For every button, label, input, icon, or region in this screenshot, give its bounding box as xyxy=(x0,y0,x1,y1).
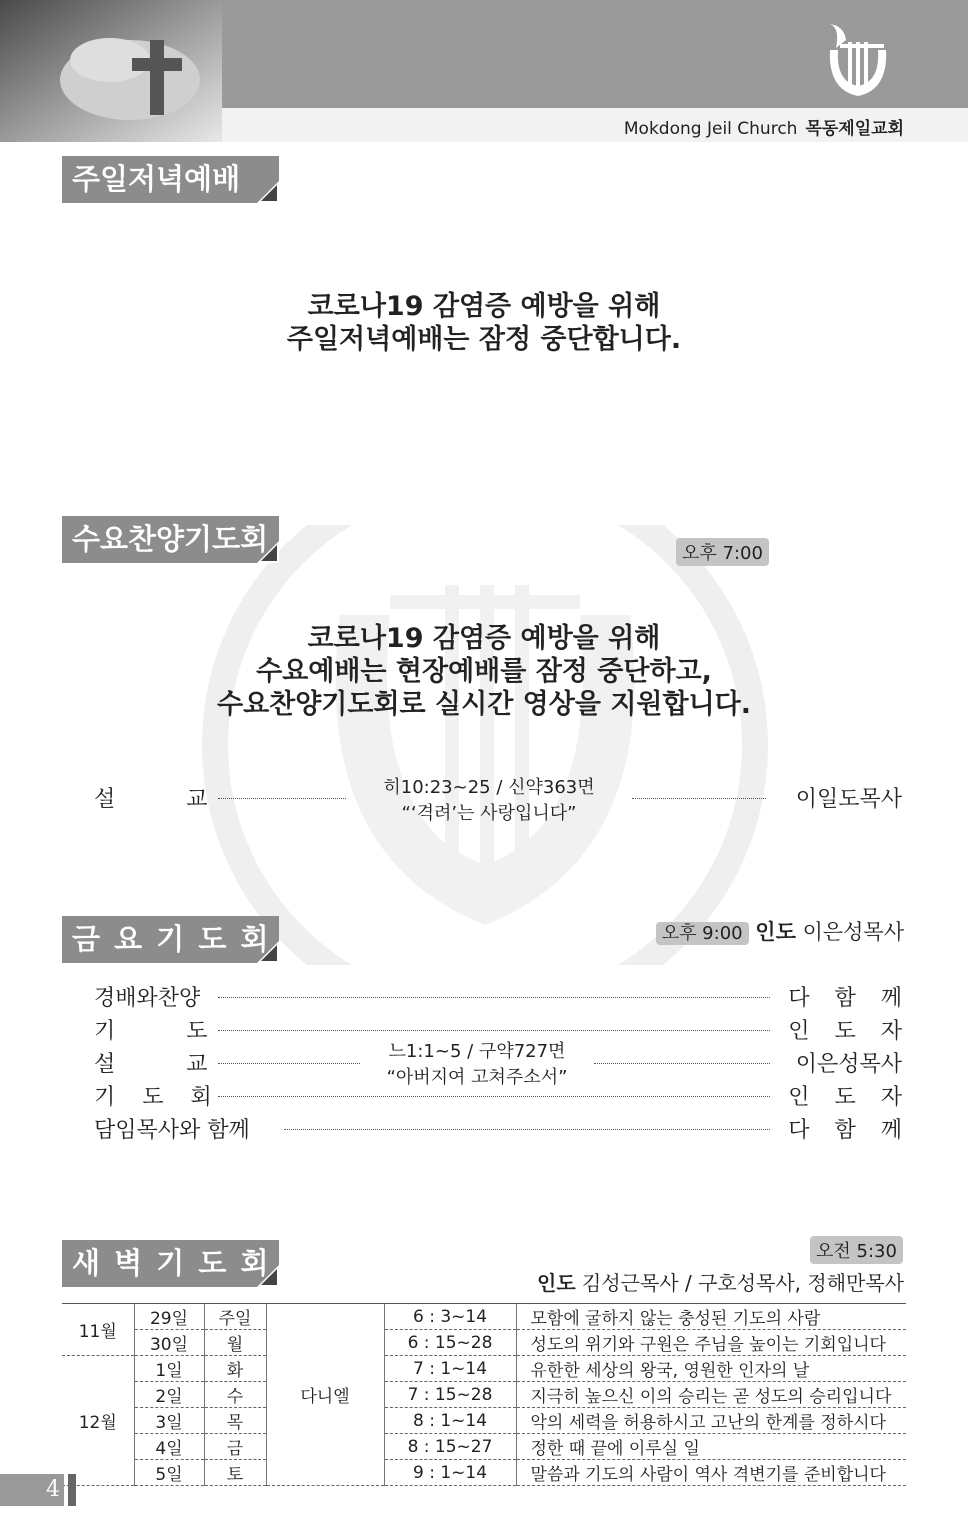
friday-sermon-title: “아버지여 고쳐주소서” xyxy=(386,1067,568,1088)
friday-leader-label: 인도 xyxy=(755,920,796,944)
day-cell: 4일 xyxy=(134,1434,204,1460)
wednesday-notice-line2: 수요예배는 현장예배를 잠정 중단하고, xyxy=(256,656,712,687)
topic-cell: 말씀과 기도의 사람이 역사 격변기를 준비합니다 xyxy=(516,1460,906,1486)
month-cell: 12월 xyxy=(62,1356,134,1486)
friday-row-value: 인 도 자 xyxy=(788,1085,902,1110)
church-name xyxy=(624,114,904,139)
weekday-cell: 수 xyxy=(204,1382,266,1408)
weekday-cell: 월 xyxy=(204,1330,266,1356)
wednesday-preacher: 이일도목사 xyxy=(795,787,902,812)
friday-row-label: 기 도 회 xyxy=(94,1085,212,1110)
dotted-leader xyxy=(218,798,346,799)
sermon-label: 설 교 xyxy=(94,787,208,812)
friday-time-badge: 오후 9:00 xyxy=(656,922,749,945)
friday-leader-info xyxy=(656,916,904,946)
day-cell: 3일 xyxy=(134,1408,204,1434)
day-cell: 29일 xyxy=(134,1304,204,1330)
table-row xyxy=(62,1356,906,1382)
verse-cell: 9 : 1~14 xyxy=(384,1460,516,1486)
day-cell: 30일 xyxy=(134,1330,204,1356)
sunday-notice-line2: 주일저녁예배는 잠정 중단합니다. xyxy=(286,324,682,355)
wednesday-sermon-title: “‘격려’는 사랑입니다” xyxy=(401,803,577,824)
friday-row-label: 담임목사와 함께 xyxy=(94,1118,250,1143)
dotted-leader xyxy=(218,997,770,998)
dawn-time-badge: 오전 5:30 xyxy=(810,1236,903,1264)
lyre-watermark-icon xyxy=(190,525,780,965)
section-title-sunday-evening xyxy=(62,156,279,203)
friday-row-value: 이은성목사 xyxy=(795,1052,902,1077)
wednesday-sermon-ref: 히10:23~25 / 신약363면 xyxy=(383,777,595,798)
weekday-cell: 금 xyxy=(204,1434,266,1460)
wednesday-notice-line1: 코로나19 감염증 예방을 위해 xyxy=(307,623,661,654)
section-title-friday xyxy=(62,916,279,963)
dotted-leader xyxy=(594,1063,770,1064)
wednesday-title: 수요찬양기도회 xyxy=(72,522,269,556)
day-cell: 2일 xyxy=(134,1382,204,1408)
weekday-cell: 목 xyxy=(204,1408,266,1434)
topic-cell: 지극히 높으신 이의 승리는 곧 성도의 승리입니다 xyxy=(516,1382,906,1408)
lyre-logo-icon xyxy=(822,20,894,100)
sunday-notice-line1: 코로나19 감염증 예방을 위해 xyxy=(307,291,661,322)
weekday-cell: 주일 xyxy=(204,1304,266,1330)
verse-cell: 8 : 15~27 xyxy=(384,1434,516,1460)
wednesday-notice-line3: 수요찬양기도회로 실시간 영상을 지원합니다. xyxy=(216,689,751,720)
page-number: 4 xyxy=(0,1474,64,1506)
friday-row-label: 설 교 xyxy=(94,1052,208,1077)
friday-row xyxy=(94,1113,902,1143)
verse-cell: 6 : 3~14 xyxy=(384,1304,516,1330)
day-cell: 5일 xyxy=(134,1460,204,1486)
month-cell: 11월 xyxy=(62,1304,134,1356)
dawn-title: 새 벽 기 도 회 xyxy=(72,1246,271,1280)
dawn-leaders: 김성근목사 / 구호성목사, 정해만목사 xyxy=(582,1271,904,1295)
corner-decoration xyxy=(261,545,277,561)
day-cell: 1일 xyxy=(134,1356,204,1382)
dotted-leader xyxy=(218,1030,770,1031)
topic-cell: 정한 때 끝에 이루실 일 xyxy=(516,1434,906,1460)
church-name-en: Mokdong Jeil Church xyxy=(623,119,798,139)
church-name-ko: 목동제일교회 xyxy=(805,119,904,139)
verse-cell: 6 : 15~28 xyxy=(384,1330,516,1356)
verse-cell: 7 : 1~14 xyxy=(384,1356,516,1382)
friday-row-value: 다 함 께 xyxy=(788,986,902,1011)
topic-cell: 유한한 세상의 왕국, 영원한 인자의 날 xyxy=(516,1356,906,1382)
table-row xyxy=(62,1434,906,1460)
section-title-wednesday xyxy=(62,516,279,563)
verse-cell: 7 : 15~28 xyxy=(384,1382,516,1408)
dotted-leader xyxy=(218,1096,770,1097)
section-title-dawn xyxy=(62,1240,279,1287)
table-row xyxy=(62,1304,906,1330)
topic-cell: 성도의 위기와 구원은 주님을 높이는 기회입니다 xyxy=(516,1330,906,1356)
dotted-leader xyxy=(284,1129,770,1130)
friday-row-label: 경배와찬양 xyxy=(94,986,201,1011)
friday-row-value: 다 함 께 xyxy=(788,1118,902,1143)
table-row xyxy=(62,1408,906,1434)
friday-row xyxy=(94,1080,902,1110)
friday-row xyxy=(94,981,902,1011)
corner-decoration xyxy=(261,185,277,201)
weekday-cell: 화 xyxy=(204,1356,266,1382)
friday-leader: 이은성목사 xyxy=(802,920,904,944)
dotted-leader xyxy=(632,798,766,799)
weekday-cell: 토 xyxy=(204,1460,266,1486)
corner-decoration xyxy=(261,1269,277,1285)
page-number-bar xyxy=(68,1474,76,1506)
dawn-schedule-table xyxy=(62,1303,906,1486)
table-row xyxy=(62,1460,906,1486)
praying-hands-photo xyxy=(0,0,222,142)
verse-cell: 8 : 1~14 xyxy=(384,1408,516,1434)
friday-sermon-ref: 느1:1~5 / 구약727면 xyxy=(388,1041,566,1062)
table-row xyxy=(62,1382,906,1408)
topic-cell: 모함에 굴하지 않는 충성된 기도의 사람 xyxy=(516,1304,906,1330)
friday-row-value: 인 도 자 xyxy=(788,1019,902,1044)
wednesday-time-badge: 오후 7:00 xyxy=(676,538,769,566)
topic-cell: 악의 세력을 허용하시고 고난의 한계를 정하시다 xyxy=(516,1408,906,1434)
friday-title: 금 요 기 도 회 xyxy=(72,922,271,956)
dawn-leader-label: 인도 xyxy=(537,1271,576,1295)
corner-decoration xyxy=(261,945,277,961)
table-row xyxy=(62,1330,906,1356)
friday-row-label: 기 도 xyxy=(94,1019,208,1044)
dotted-leader xyxy=(218,1063,360,1064)
sunday-evening-title: 주일저녁예배 xyxy=(72,162,241,196)
dawn-leader-info xyxy=(537,1267,904,1296)
book-cell: 다니엘 xyxy=(266,1304,384,1486)
